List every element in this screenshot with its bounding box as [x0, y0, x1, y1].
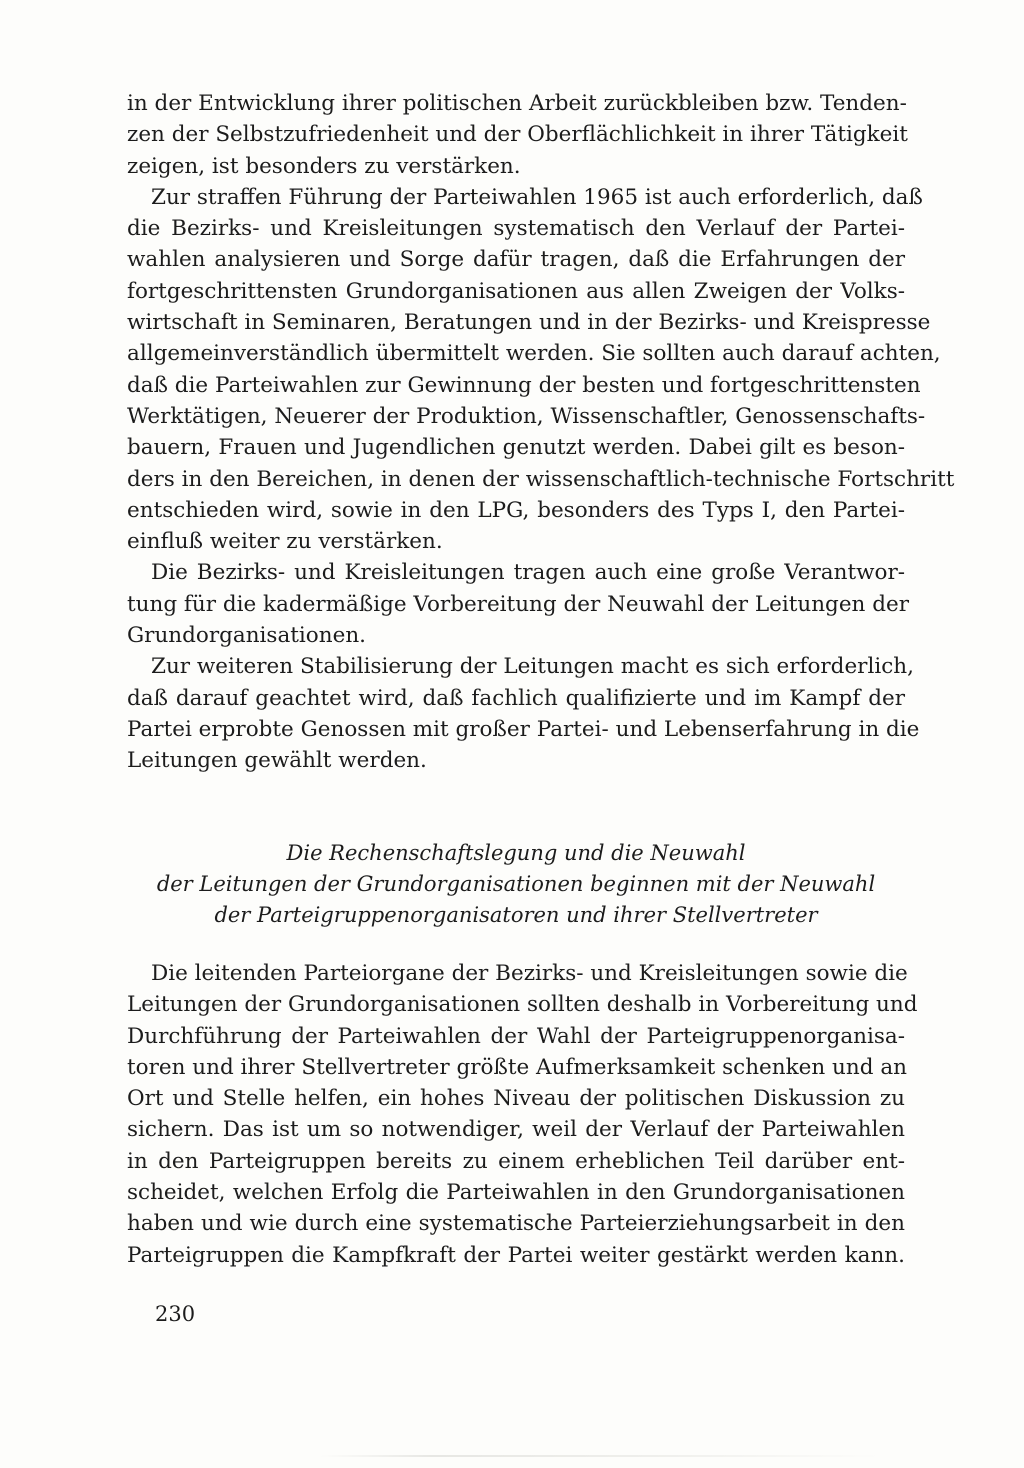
text-line: haben und wie durch eine systematische Parteierziehungsarbeit in den — [127, 1211, 905, 1237]
text-line: Die Bezirks- und Kreisleitungen tragen auch eine große Verantwor- — [151, 560, 905, 586]
text-line: einfluß weiter zu verstärken. — [127, 529, 443, 555]
paragraph-4 — [127, 651, 920, 776]
scan-artifact — [320, 1455, 880, 1457]
text-line: daß die Parteiwahlen zur Gewinnung der besten und fortgeschrittensten — [127, 372, 921, 398]
text-line: tung für die kadermäßige Vorbereitung der Neuwahl der Leitungen der — [127, 591, 909, 617]
text-line: zen der Selbstzufriedenheit und der Oberflächlichkeit in ihrer Tätigkeit — [127, 122, 908, 148]
text-line: scheidet, welchen Erfolg die Parteiwahlen in den Grundorganisationen — [127, 1180, 905, 1206]
section-heading — [127, 838, 905, 931]
text-line: sichern. Das ist um so notwendiger, weil der Verlauf der Parteiwahlen — [127, 1117, 905, 1143]
page-number: 230 — [155, 1302, 196, 1326]
text-line: Leitungen gewählt werden. — [127, 748, 427, 774]
text-line: Die leitenden Parteiorgane der Bezirks- und Kreisleitungen sowie die — [151, 961, 908, 986]
text-line: Zur straffen Führung der Parteiwahlen 1965 ist auch erforderlich, daß — [151, 184, 923, 210]
text-line: entschieden wird, sowie in den LPG, besonders des Typs I, den Partei- — [127, 497, 905, 523]
text-line: wirtschaft in Seminaren, Beratungen und in der Bezirks- und Kreispresse — [127, 310, 931, 336]
text-line: die Bezirks- und Kreisleitungen systematisch den Verlauf der Partei- — [127, 216, 905, 242]
text-line: fortgeschrittensten Grundorganisationen aus allen Zweigen der Volks- — [127, 278, 905, 304]
text-line: Parteigruppen die Kampfkraft der Partei weiter gestärkt werden kann. — [127, 1242, 905, 1268]
text-line: toren und ihrer Stellvertreter größte Aufmerksamkeit schenken und an — [127, 1054, 908, 1080]
text-line: bauern, Frauen und Jugendlichen genutzt werden. Dabei gilt es beson- — [127, 435, 905, 461]
body-text-top — [127, 88, 955, 777]
heading-line: Die Rechenschaftslegung und die Neuwahl — [286, 841, 746, 865]
text-line: Partei erprobte Genossen mit großer Partei- und Lebenserfahrung in die — [127, 716, 920, 742]
text-line: in den Parteigruppen bereits zu einem erheblichen Teil darüber ent- — [127, 1148, 905, 1174]
body-text-bottom — [127, 958, 918, 1271]
text-line: daß darauf geachtet wird, daß fachlich qualifizierte und im Kampf der — [127, 685, 905, 711]
paragraph-2 — [127, 182, 955, 558]
heading-line: der Leitungen der Grundorganisationen beginnen mit der Neuwahl — [156, 872, 876, 896]
text-line: Werktätigen, Neuerer der Produktion, Wissenschaftler, Genossenschafts- — [127, 403, 926, 429]
text-line: Ort und Stelle helfen, ein hohes Niveau der politischen Diskussion zu — [127, 1086, 905, 1112]
paragraph-5 — [127, 958, 918, 1271]
text-line: zeigen, ist besonders zu verstärken. — [127, 153, 521, 179]
text-line: Grundorganisationen. — [127, 623, 366, 649]
text-line: allgemeinverständlich übermittelt werden. Sie sollten auch darauf achten, — [127, 341, 941, 367]
heading-line: der Parteigruppenorganisatoren und ihrer Stellvertreter — [214, 903, 818, 927]
text-line: Leitungen der Grundorganisationen sollten deshalb in Vorbereitung und — [127, 992, 918, 1018]
text-line: in der Entwicklung ihrer politischen Arbeit zurückbleiben bzw. Tenden- — [127, 91, 907, 116]
text-line: Durchführung der Parteiwahlen der Wahl der Parteigruppenorganisa- — [127, 1023, 905, 1049]
text-line: wahlen analysieren und Sorge dafür tragen, daß die Erfahrungen der — [127, 247, 905, 273]
text-line: Zur weiteren Stabilisierung der Leitungen macht es sich erforderlich, — [151, 654, 914, 680]
paragraph-1 — [127, 88, 908, 182]
paragraph-3 — [127, 557, 909, 651]
text-line: ders in den Bereichen, in denen der wissenschaftlich-technische Fortschritt — [127, 466, 955, 492]
